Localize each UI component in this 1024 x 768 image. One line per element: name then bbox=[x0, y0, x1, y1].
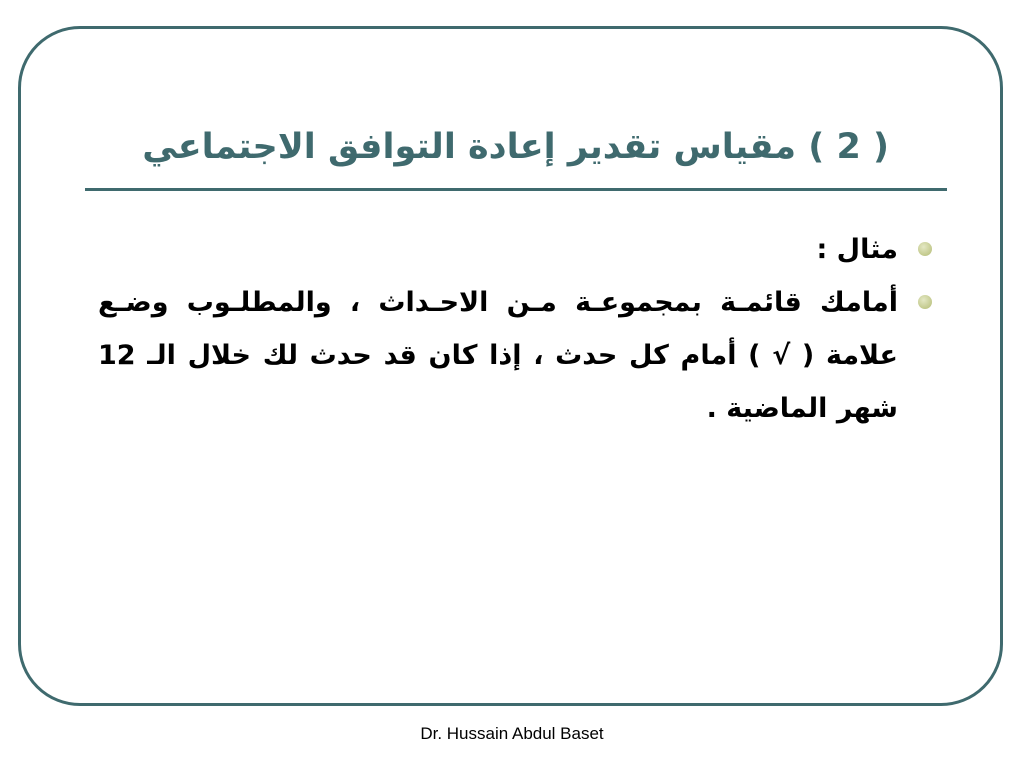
bullet-item bbox=[98, 223, 938, 276]
bullet-text: أمامك قائمـة بمجموعـة مـن الاحـداث ، والمطلـوب وضـع علامة ( √ ) أمام كل حدث ، إذا كان قد حدث لك خلال الـ 12 شهر الماضية . bbox=[98, 287, 898, 424]
title-underline bbox=[85, 188, 947, 191]
slide-title: ( 2 ) مقياس تقدير إعادة التوافق الاجتماعي bbox=[142, 127, 889, 167]
bullet-text: مثال : bbox=[816, 234, 898, 265]
bullet-dot-icon bbox=[918, 295, 932, 309]
footer-author: Dr. Hussain Abdul Baset bbox=[420, 724, 604, 743]
bullet-item bbox=[98, 276, 938, 435]
bullet-dot-icon bbox=[918, 242, 932, 256]
bullet-list bbox=[98, 223, 938, 435]
